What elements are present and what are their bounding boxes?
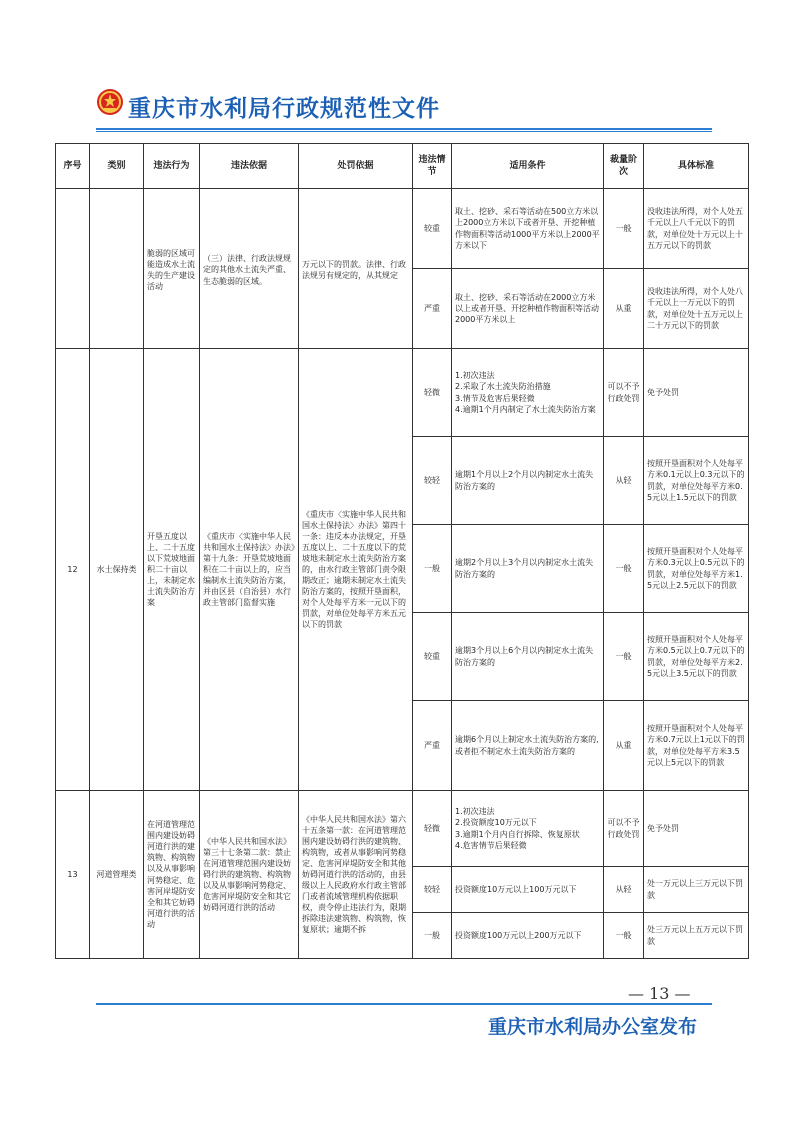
cell-circumstance: 严重	[413, 269, 452, 349]
cell-standard: 按照开垦面积对个人处每平方米0.3元以上0.5元以下的罚款，对单位处每平方米1.5元以上2.5元以下的罚款	[644, 525, 749, 613]
cell-standard: 按照开垦面积对个人处每平方米0.5元以上0.7元以下的罚款，对单位处每平方米2.5元以上3.5元以下的罚款	[644, 613, 749, 701]
cell-seq: 12	[56, 349, 90, 791]
cell-act: 开垦五度以上、二十五度以下荒坡地面积二十亩以上，未制定水土流失防治方案	[144, 349, 200, 791]
cell-level: 从轻	[604, 437, 644, 525]
header-divider-thin	[96, 131, 712, 132]
cell-level: 一般	[604, 189, 644, 269]
cell-category	[90, 189, 144, 349]
cell-level: 从轻	[604, 867, 644, 913]
cell-standard: 处一万元以上三万元以下罚款	[644, 867, 749, 913]
header-title: 重庆市水利局行政规范性文件	[128, 95, 440, 122]
cell-circumstance: 轻微	[413, 791, 452, 867]
cell-condition: 1.初次违法 2.采取了水土流失防治措施 3.情节及危害后果轻微 4.逾期1个月内制定了水土流失防治方案	[452, 349, 604, 437]
cell-standard: 免予处罚	[644, 791, 749, 867]
cell-standard: 免予处罚	[644, 349, 749, 437]
table-row	[56, 349, 749, 437]
cell-circumstance: 较重	[413, 189, 452, 269]
cell-act: 脆弱的区域可能造成水土流失的生产建设活动	[144, 189, 200, 349]
cell-condition: 取土、挖砂、采石等活动在500立方米以上2000立方米以下或者开垦、开挖种植作物面积等活动1000平方米以上2000平方米以下	[452, 189, 604, 269]
cell-penalty-basis: 万元以下的罚款。法律、行政法规另有规定的，从其规定	[299, 189, 413, 349]
cell-condition: 1.初次违法 2.投资额度10万元以下 3.逾期1个月内自行拆除、恢复原状 4.危害情节后果轻微	[452, 791, 604, 867]
header-divider	[96, 128, 712, 130]
cell-condition: 取土、挖砂、采石等活动在2000立方米以上或者开垦、开挖种植作物面积等活动2000平方米以上	[452, 269, 604, 349]
col-header-penalty-basis: 处罚依据	[299, 144, 413, 189]
cell-condition: 逾期3个月以上6个月以内制定水土流失防治方案的	[452, 613, 604, 701]
cell-level: 一般	[604, 613, 644, 701]
cell-level: 可以不予行政处罚	[604, 349, 644, 437]
penalty-table	[55, 143, 749, 959]
cell-level: 一般	[604, 913, 644, 959]
cell-category: 河道管理类	[90, 791, 144, 959]
cell-circumstance: 一般	[413, 525, 452, 613]
cell-condition: 逾期6个月以上制定水土流失防治方案的,或者拒不制定水土流失防治方案的	[452, 701, 604, 791]
cell-circumstance: 较重	[413, 613, 452, 701]
cell-act: 在河道管理范围内建设妨碍河道行洪的建筑物、构筑物以及从事影响河势稳定、危害河岸堤防安全和其它妨碍河道行洪的活动	[144, 791, 200, 959]
cell-circumstance: 较轻	[413, 867, 452, 913]
table-row	[56, 791, 749, 867]
cell-level: 一般	[604, 525, 644, 613]
cell-penalty-basis: 《重庆市〈实施中华人民共和国水土保持法〉办法》第四十一条：违反本办法规定，开垦五度以上、二十五度以下的荒坡地未制定水土流失防治方案的，由水行政主管部门责令限期改正；逾期未制定水土流失防治方案的，按照开垦面积，对个人处每平方米一元以下的罚款，对单位处每平方米五元以下的罚款	[299, 349, 413, 791]
table-row	[56, 189, 749, 269]
cell-circumstance: 严重	[413, 701, 452, 791]
cell-standard: 没收违法所得，对个人处五千元以上八千元以下的罚款，对单位处十万元以上十五万元以下的罚款	[644, 189, 749, 269]
page-header	[96, 84, 716, 124]
col-header-standard: 具体标准	[644, 144, 749, 189]
cell-violation-basis: 《中华人民共和国水法》第三十七条第二款：禁止在河道管理范围内建设妨碍行洪的建筑物、构筑物以及从事影响河势稳定、危害河岸堤防安全和其它妨碍河道行洪的活动	[200, 791, 299, 959]
cell-seq: 13	[56, 791, 90, 959]
table-header-row	[56, 144, 749, 189]
footer-publisher: 重庆市水利局办公室发布	[488, 1016, 698, 1038]
col-header-act: 违法行为	[144, 144, 200, 189]
col-header-seq: 序号	[56, 144, 90, 189]
cell-level: 从重	[604, 269, 644, 349]
cell-standard: 按照开垦面积对个人处每平方米0.1元以上0.3元以下的罚款，对单位处每平方米0.5元以上1.5元以下的罚款	[644, 437, 749, 525]
col-header-condition: 适用条件	[452, 144, 604, 189]
cell-circumstance: 轻微	[413, 349, 452, 437]
cell-penalty-basis: 《中华人民共和国水法》第六十五条第一款：在河道管理范围内建设妨碍行洪的建筑物、构筑物，或者从事影响河势稳定、危害河岸堤防安全和其他妨碍河道行洪的活动的，由县级以上人民政府水行政主管部门或者流域管理机构依据职权，责令停止违法行为，限期拆除违法建筑物、构筑物，恢复原状；逾期不拆	[299, 791, 413, 959]
cell-circumstance: 较轻	[413, 437, 452, 525]
cell-violation-basis: （三）法律、行政法规规定的其他水土流失严重、生态脆弱的区域。	[200, 189, 299, 349]
col-header-violation-basis: 违法依据	[200, 144, 299, 189]
footer-divider	[96, 1003, 712, 1005]
cell-level: 从重	[604, 701, 644, 791]
cell-circumstance: 一般	[413, 913, 452, 959]
col-header-category: 类别	[90, 144, 144, 189]
cell-level: 可以不予行政处罚	[604, 791, 644, 867]
cell-condition: 投资额度10万元以上100万元以下	[452, 867, 604, 913]
col-header-level: 裁量阶次	[604, 144, 644, 189]
page-number: — 13 —	[628, 984, 691, 1003]
cell-category: 水土保持类	[90, 349, 144, 791]
cell-standard: 处三万元以上五万元以下罚款	[644, 913, 749, 959]
cell-condition: 投资额度100万元以上200万元以下	[452, 913, 604, 959]
cell-standard: 没收违法所得，对个人处八千元以上一万元以下的罚款，对单位处十五万元以上二十万元以下的罚款	[644, 269, 749, 349]
col-header-circumstance: 违法情节	[413, 144, 452, 189]
cell-violation-basis: 《重庆市〈实施中华人民共和国水土保持法〉办法》第十九条：开垦荒坡地面积在二十亩以上的，应当编制水土流失防治方案，并由区县（自治县）水行政主管部门监督实施	[200, 349, 299, 791]
cell-seq	[56, 189, 90, 349]
cell-condition: 逾期1个月以上2个月以内制定水土流失防治方案的	[452, 437, 604, 525]
cell-standard: 按照开垦面积对个人处每平方米0.7元以上1元以下的罚款，对单位处每平方米3.5元以上5元以下的罚款	[644, 701, 749, 791]
cell-condition: 逾期2个月以上3个月以内制定水土流失防治方案的	[452, 525, 604, 613]
national-emblem-icon	[96, 88, 124, 116]
